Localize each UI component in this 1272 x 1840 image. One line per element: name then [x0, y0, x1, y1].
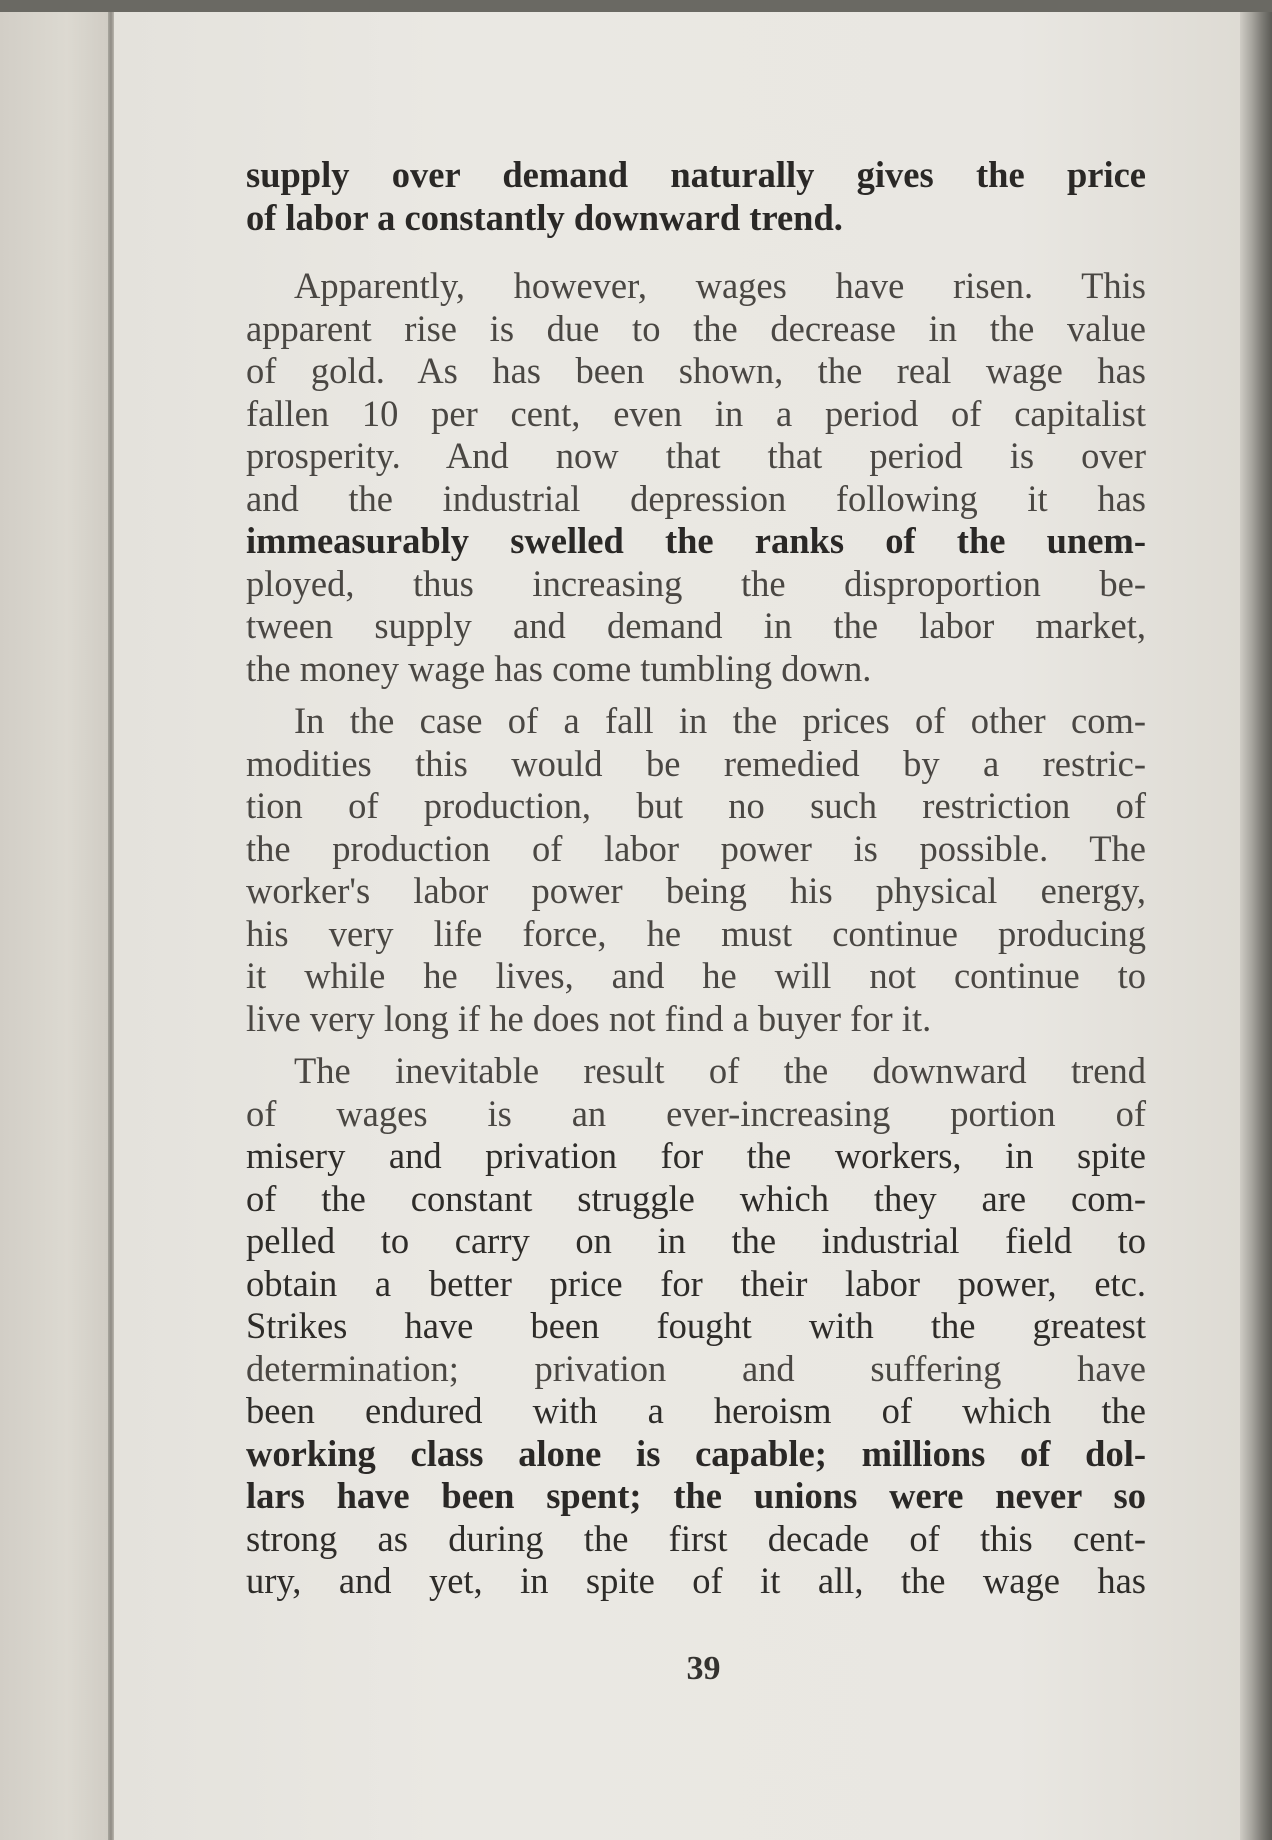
- text-line: immeasurably swelled the ranks of the unem-: [246, 520, 1146, 561]
- text-line: the production of labor power is possible. The: [246, 827, 1146, 869]
- page-edge-shadow: [1240, 10, 1272, 1840]
- page-number: 39: [686, 1650, 721, 1687]
- text-line: In the case of a fall in the prices of other com-: [294, 700, 1146, 741]
- scan-top-border: [0, 0, 1272, 12]
- text-line: The inevitable result of the downward trend: [294, 1050, 1146, 1091]
- text-line: working class alone is capable; millions of dol-: [246, 1432, 1146, 1474]
- text-line: Apparently, however, wages have risen. This: [294, 265, 1146, 306]
- text-line: obtain a better price for their labor power, etc.: [246, 1262, 1146, 1304]
- text-line: determination; privation and suffering have: [246, 1347, 1146, 1389]
- text-line: supply over demand naturally gives the price: [246, 154, 1146, 195]
- text-line: tween supply and demand in the labor market,: [246, 605, 1146, 646]
- paragraph-1: [246, 154, 1146, 239]
- text-line: tion of production, but no such restriction of: [246, 785, 1146, 826]
- text-line: misery and privation for the workers, in spite: [246, 1135, 1146, 1176]
- text-line: apparent rise is due to the decrease in the value: [246, 307, 1146, 349]
- text-line: prosperity. And now that that period is over: [246, 435, 1146, 476]
- paragraph-2: [246, 265, 1146, 690]
- paragraph-3: [246, 700, 1146, 1040]
- text-line: lars have been spent; the unions were never so: [246, 1475, 1146, 1516]
- text-line: fallen 10 per cent, even in a period of capitalist: [246, 392, 1146, 434]
- text-line: modities this would be remedied by a restric-: [246, 742, 1146, 784]
- text-line: of wages is an ever-increasing portion of: [246, 1092, 1146, 1134]
- page-text: [246, 154, 1146, 1603]
- text-line: it while he lives, and he will not continue to: [246, 955, 1146, 996]
- text-line: been endured with a heroism of which the: [246, 1390, 1146, 1431]
- text-line: the money wage has come tumbling down.: [246, 647, 872, 689]
- text-line: pelled to carry on in the industrial field to: [246, 1220, 1146, 1261]
- text-line: and the industrial depression following it has: [246, 477, 1146, 519]
- paragraph-4: [246, 1050, 1146, 1603]
- left-page-edge: [0, 0, 112, 1840]
- text-line: ury, and yet, in spite of it all, the wage has: [246, 1560, 1146, 1601]
- text-line: worker's labor power being his physical energy,: [246, 870, 1146, 911]
- text-line: Strikes have been fought with the greatest: [246, 1305, 1146, 1346]
- text-line: strong as during the first decade of this cent-: [246, 1517, 1146, 1559]
- text-line: of the constant struggle which they are com-: [246, 1177, 1146, 1219]
- text-line: his very life force, he must continue producing: [246, 912, 1146, 954]
- text-line: of gold. As has been shown, the real wage has: [246, 350, 1146, 391]
- text-line: ployed, thus increasing the disproportion be-: [246, 562, 1146, 604]
- text-line: of labor a constantly downward trend.: [246, 196, 843, 238]
- text-line: live very long if he does not find a buyer for it.: [246, 997, 932, 1039]
